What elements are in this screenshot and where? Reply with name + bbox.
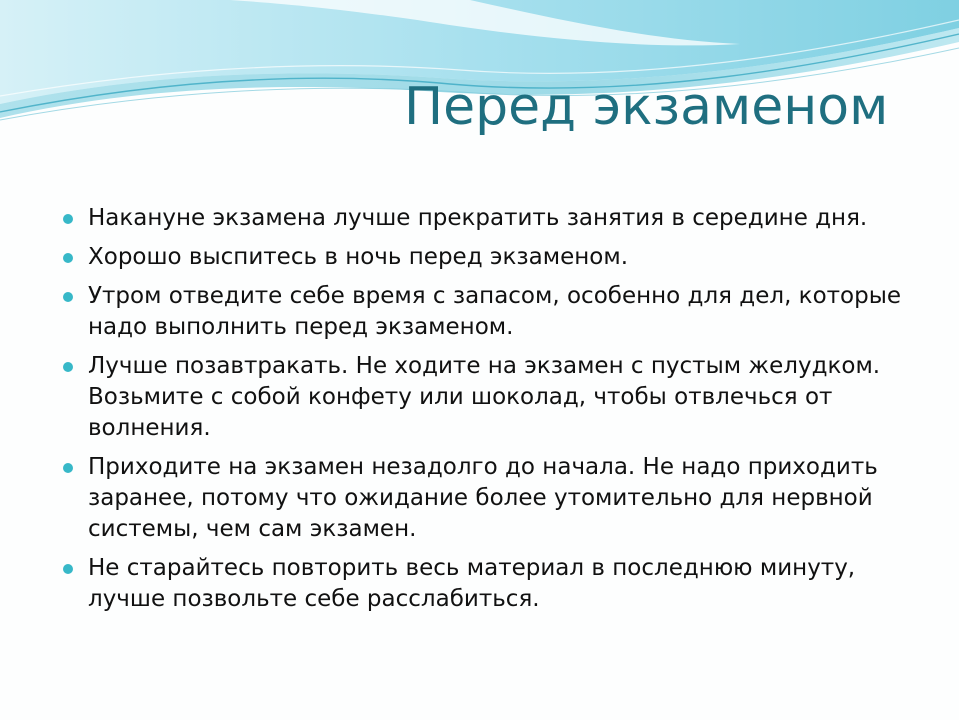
- bullet-dot-icon: [63, 292, 73, 302]
- bullet-text: Хорошо выспитесь в ночь перед экзаменом.: [88, 244, 629, 270]
- bullet-text: Утром отведите себе время с запасом, особенно для дел, которые надо выполнить перед экзаменом.: [88, 283, 902, 340]
- page-title: Перед экзаменом: [404, 77, 889, 137]
- list-item: [60, 452, 910, 545]
- bullet-dot-icon: [63, 253, 73, 263]
- bullet-text: Приходите на экзамен незадолго до начала. Не надо приходить заранее, потому что ожидание более утомительно для нервной системы, чем сам экзамен.: [88, 454, 878, 542]
- list-item: [60, 351, 910, 444]
- list-item: [60, 242, 910, 273]
- bullet-text: Не старайтесь повторить весь материал в последнюю минуту, лучше позвольте себе расслабиться.: [88, 555, 856, 612]
- list-item: [60, 553, 910, 615]
- bullet-list: [60, 203, 910, 623]
- bullet-dot-icon: [63, 463, 73, 473]
- bullet-text: Накануне экзамена лучше прекратить занятия в середине дня.: [88, 205, 868, 231]
- bullet-dot-icon: [63, 564, 73, 574]
- bullet-dot-icon: [63, 214, 73, 224]
- list-item: [60, 281, 910, 343]
- list-item: [60, 203, 910, 234]
- bullet-dot-icon: [63, 362, 73, 372]
- bullet-text: Лучше позавтракать. Не ходите на экзамен с пустым желудком. Возьмите с собой конфету или шоколад, чтобы отвлечься от волнения.: [88, 353, 881, 441]
